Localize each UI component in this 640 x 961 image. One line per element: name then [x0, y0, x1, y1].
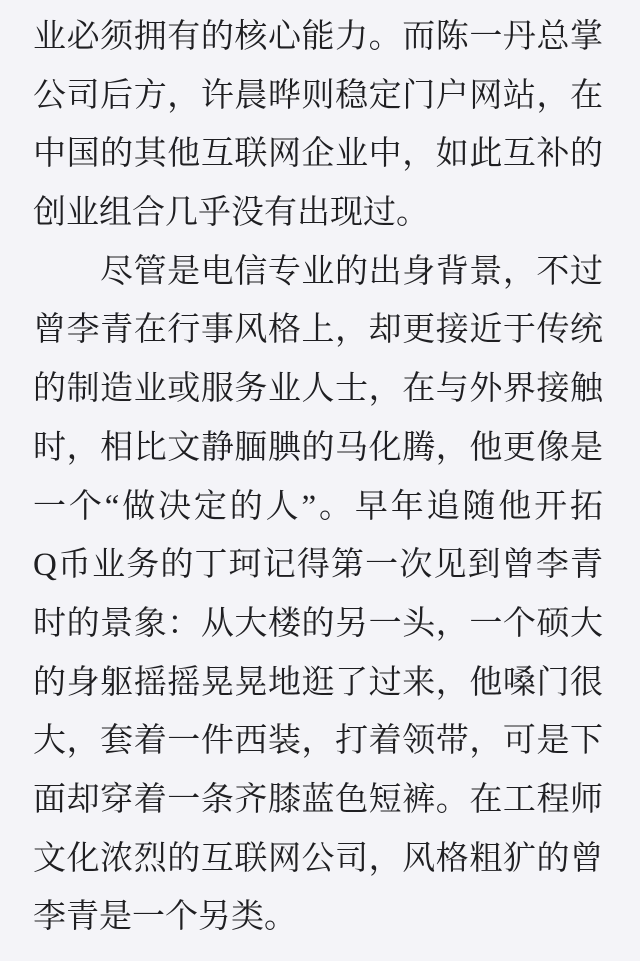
text-line: 大，套着一件西装，打着领带，可是下: [33, 723, 603, 760]
text-line: 尽管是电信专业的出身背景，不过: [100, 253, 603, 290]
text-line: 创业组合几乎没有出现过。: [33, 195, 429, 232]
text-line: 曾李青在行事风格上，却更接近于传统: [33, 312, 603, 349]
text-line: 公司后方，许晨晔则稳定门户网站，在: [33, 77, 603, 114]
text-body: [33, 8, 603, 947]
text-line: 面却穿着一条齐膝蓝色短裤。在工程师: [33, 781, 603, 818]
text-line: 的身躯摇摇晃晃地逛了过来，他嗓门很: [33, 664, 603, 701]
text-line: 一个“做决定的人”。早年追随他开拓: [33, 488, 603, 525]
text-line: 时的景象：从大楼的另一头，一个硕大: [33, 605, 603, 642]
text-line: 的制造业或服务业人士，在与外界接触: [33, 371, 603, 408]
text-line: 中国的其他互联网企业中，如此互补的: [33, 136, 603, 173]
text-line: 时，相比文静腼腆的马化腾，他更像是: [33, 429, 603, 466]
text-line: 文化浓烈的互联网公司，风格粗犷的曾: [33, 840, 603, 877]
text-line: 李青是一个另类。: [33, 899, 297, 936]
text-line: Q币业务的丁珂记得第一次见到曾李青: [33, 547, 603, 584]
text-line: 业必须拥有的核心能力。而陈一丹总掌: [33, 19, 603, 55]
